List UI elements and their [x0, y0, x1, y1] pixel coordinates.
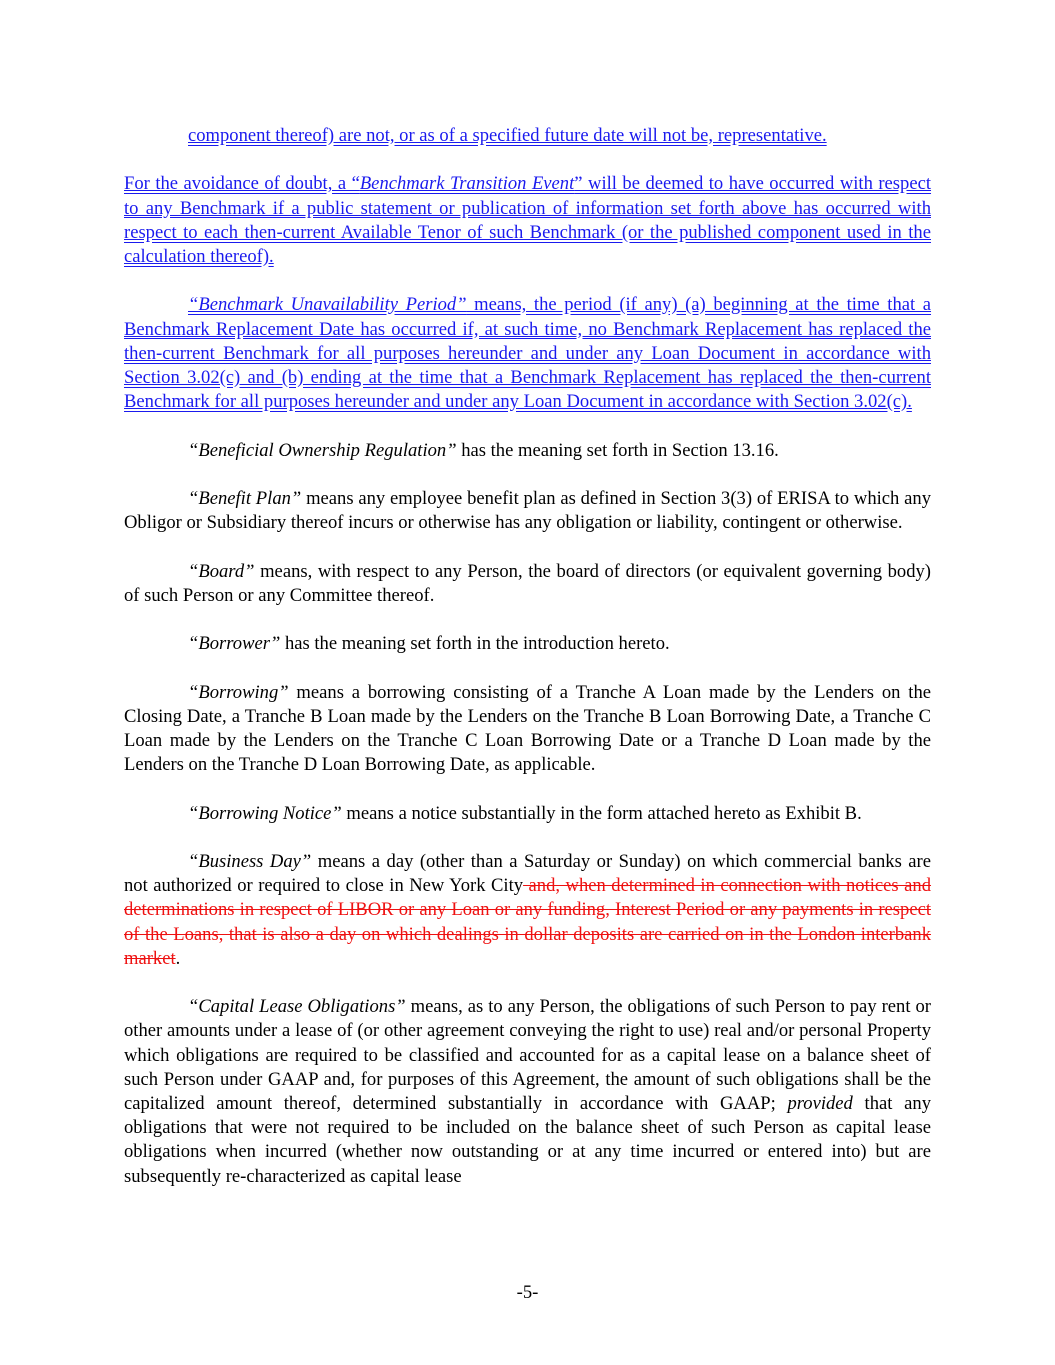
- defined-term: “Business Day”: [188, 850, 312, 872]
- definition-benefit-plan: [124, 487, 931, 535]
- defined-term: “Benefit Plan”: [188, 487, 302, 509]
- definition-text: has the meaning set forth in Section 13.16.: [456, 439, 779, 461]
- text-segment: ” will be deemed to have occurred with respect to any Benchmark if a public statement or publication of information set forth above has occurred with respect to each then-current Available Tenor of such Benchmark (or the published component used in the calculation thereof).: [124, 173, 932, 267]
- definition-capital-lease-obligations: [124, 995, 931, 1189]
- definition-text: means, as to any Person, the obligations of such Person to pay rent or other amounts under a lease of (or other agreement conveying the right to use) real and/or personal Property which obligations are required to be classified and accounted for as a capital lease on a balance sheet of such Person under GAAP and, for purposes of this Agreement, the amount of such obligations shall be the capitalized amount thereof, determined substantially in accordance with GAAP;: [124, 996, 931, 1114]
- defined-term: “Beneficial Ownership Regulation”: [188, 439, 457, 461]
- definition-text: means a day (other than a Saturday or Sunday) on which commercial banks are not authorized or required to close in New York City: [124, 850, 932, 897]
- defined-term: “Benchmark Unavailability Period”: [188, 294, 467, 316]
- defined-term: “Capital Lease Obligations”: [188, 996, 406, 1018]
- inserted-text: [124, 173, 931, 267]
- definition-beneficial-ownership-regulation: [124, 439, 931, 463]
- paragraph-avoidance-of-doubt: [124, 172, 931, 269]
- document-page: [124, 124, 931, 1213]
- definition-text: means a borrowing consisting of a Tranche A Loan made by the Lenders on the Closing Date, a Tranche B Loan made by the Lenders on the Tranche B Loan Borrowing Date, a Tranche C Loan made by the Lenders on the Tranche C Loan Borrowing Date or a Tranche D Loan made by the Lenders on the Tranche D Loan Borrowing Date, as applicable.: [124, 681, 931, 776]
- definition-borrowing: [124, 681, 931, 778]
- defined-term: “Borrowing Notice”: [188, 802, 342, 824]
- definition-text: means, the period (if any) (a) beginning at the time that a Benchmark Replacement Date has occurred if, at such time, no Benchmark Replacement has replaced the then-current Benchmark for all purposes hereunder and under any Loan Document in accordance with Section 3.02(c) and (b) ending at the time that a Benchmark Replacement has replaced the then-current Benchmark for all purposes hereunder and under any Loan Document in accordance with Section 3.02(c).: [124, 294, 932, 413]
- defined-term: “Board”: [188, 560, 255, 582]
- definition-text: means, with respect to any Person, the board of directors (or equivalent governing body) of such Person or any Committee thereof.: [124, 560, 931, 606]
- inserted-text: component thereof) are not, or as of a specified future date will not be, representative.: [188, 125, 827, 146]
- defined-term: Benchmark Transition Event: [359, 173, 575, 195]
- defined-term: “Borrower”: [188, 633, 281, 655]
- defined-term: “Borrowing”: [188, 681, 289, 703]
- page-number: -5-: [516, 1282, 539, 1303]
- definition-board: [124, 560, 931, 608]
- definition-text-end: .: [175, 947, 181, 969]
- definition-text: means any employee benefit plan as defined in Section 3(3) of ERISA to which any Obligor or Subsidiary thereof incurs or otherwise has any obligation or liability, contingent or otherwise.: [124, 487, 931, 534]
- definition-borrower: [124, 632, 931, 656]
- definition-borrowing-notice: [124, 802, 931, 826]
- paragraph-benchmark-transition-continuation: [124, 124, 931, 148]
- definition-text: means a notice substantially in the form attached hereto as Exhibit B.: [341, 802, 862, 824]
- inserted-text: [124, 294, 931, 412]
- definition-benchmark-unavailability-period: [124, 293, 931, 414]
- definition-text: has the meaning set forth in the introduction hereto.: [280, 633, 670, 655]
- definition-text-continued: that any obligations that were not required to be included on the balance sheet of such Person as capital lease obligations when incurred (whether now outstanding or at any time incurred or entered into) but are subsequently re-characterized as capital lease: [124, 1092, 931, 1187]
- deleted-text: and, when determined in connection with notices and determinations in respect of LIBOR or any Loan or any funding, Interest Period or any payments in respect of the Loans, that is also a day on which dealings in dollar deposits are carried on in the London interbank market: [124, 875, 932, 969]
- emphasis-provided: provided: [787, 1092, 853, 1114]
- text-segment: For the avoidance of doubt, a “: [124, 173, 360, 195]
- definition-business-day: [124, 850, 931, 971]
